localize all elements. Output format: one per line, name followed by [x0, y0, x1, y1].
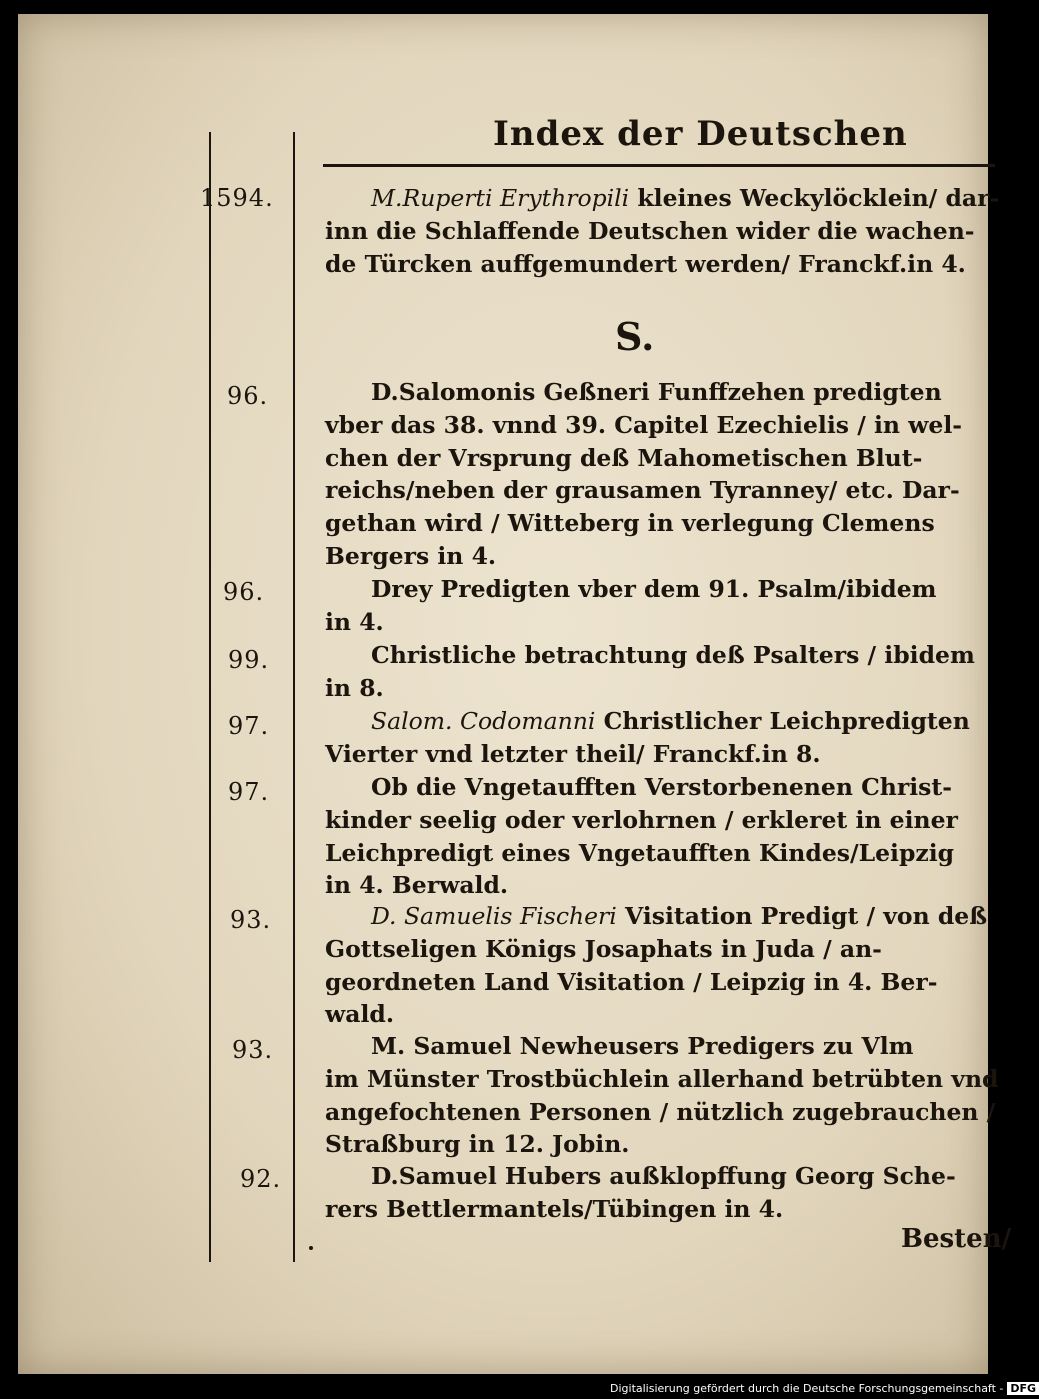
entry-author: D. Samuelis Fischeri	[371, 902, 617, 930]
catalog-entry	[325, 376, 995, 573]
entry-year: 96.	[227, 382, 269, 410]
entry-line: kleines Weckylöcklein/ dar-	[629, 184, 1000, 212]
entry-year: 96.	[223, 578, 265, 606]
entry-line: Leichpredigt eines Vngetaufften Kindes/Leipzig	[325, 838, 955, 867]
entry-line: gethan wird / Witteberg in verlegung Clemens	[325, 509, 935, 538]
entry-line: inn die Schlaffende Deutschen wider die wachen-	[325, 216, 975, 245]
catalog-entry	[325, 1160, 995, 1226]
dfg-logo-icon: DFG	[1007, 1382, 1039, 1395]
entry-line: Bergers in 4.	[325, 541, 497, 570]
catalog-entry	[325, 182, 1000, 280]
section-letter: S.	[615, 314, 655, 359]
entry-line: angefochtenen Personen / nützlich zugebrauchen /	[325, 1097, 996, 1126]
entry-author: M.Ruperti Erythropili	[371, 184, 630, 212]
catalog-entry	[325, 705, 995, 771]
entry-line: geordneten Land Visitation / Leipzig in 4. Ber-	[325, 967, 938, 996]
page-heading: Index der Deutschen	[493, 114, 908, 154]
entry-line: Straßburg in 12. Jobin.	[325, 1130, 630, 1159]
entry-author: Salom. Codomanni	[371, 707, 596, 735]
catchword: Besten/	[901, 1224, 1012, 1254]
ink-mark	[309, 1246, 313, 1250]
entry-line: M. Samuel Newheusers Predigers zu Vlm	[371, 1032, 914, 1060]
margin-rule-left	[209, 132, 211, 1262]
book-page	[18, 14, 1012, 1374]
margin-rule-right	[293, 132, 295, 1262]
entry-year: 93.	[232, 1036, 274, 1064]
entry-line: Christliche betrachtung deß Psalters / ibidem	[371, 641, 975, 669]
footer-text: Digitalisierung gefördert durch die Deutsche Forschungsgemeinschaft -	[610, 1382, 1004, 1395]
entry-line: rers Bettlermantels/Tübingen in 4.	[325, 1194, 784, 1223]
entry-line: in 8.	[325, 673, 384, 702]
entry-year: 99.	[228, 646, 270, 674]
entry-line: Ob die Vngetaufften Verstorbenenen Christ-	[371, 773, 953, 801]
footer-credit	[610, 1382, 1039, 1395]
header-rule	[323, 164, 995, 167]
entry-line: Drey Predigten vber dem 91. Psalm/ibidem	[371, 575, 937, 603]
entry-line: Gottseligen Königs Josaphats in Juda / an-	[325, 934, 882, 963]
entry-year: 92.	[240, 1165, 282, 1193]
entry-line: de Türcken auffgemundert werden/ Franckf.in 4.	[325, 249, 966, 278]
entry-year: 93.	[230, 906, 272, 934]
entry-line: Visitation Predigt / von deß	[616, 902, 988, 930]
catalog-entry	[325, 771, 995, 902]
entry-line: vber das 38. vnnd 39. Capitel Ezechielis / in wel-	[325, 410, 963, 439]
entry-line: D.Samuel Hubers außklopffung Georg Sche-	[371, 1162, 956, 1190]
entry-year: 97.	[228, 712, 270, 740]
entry-line: im Münster Trostbüchlein allerhand betrübten vnd	[325, 1064, 999, 1093]
entry-line: reichs/neben der grausamen Tyranney/ etc. Dar-	[325, 476, 960, 505]
entry-line: kinder seelig oder verlohrnen / erkleret in einer	[325, 805, 958, 834]
catalog-entry	[325, 1030, 999, 1161]
catalog-entry	[325, 639, 995, 705]
entry-line: D.Salomonis Geßneri Funffzehen predigten	[371, 378, 942, 406]
entry-line: wald.	[325, 1000, 394, 1029]
catalog-entry	[325, 573, 995, 639]
entry-year: 97.	[228, 778, 270, 806]
entry-line: chen der Vrsprung deß Mahometischen Blut-	[325, 443, 923, 472]
entry-line: in 4.	[325, 607, 384, 636]
entry-line: in 4. Berwald.	[325, 871, 509, 900]
catalog-entry	[325, 900, 995, 1031]
entry-line: Vierter vnd letzter theil/ Franckf.in 8.	[325, 739, 821, 768]
entry-year: 1594.	[200, 184, 274, 212]
entry-line: Christlicher Leichpredigten	[595, 707, 970, 735]
